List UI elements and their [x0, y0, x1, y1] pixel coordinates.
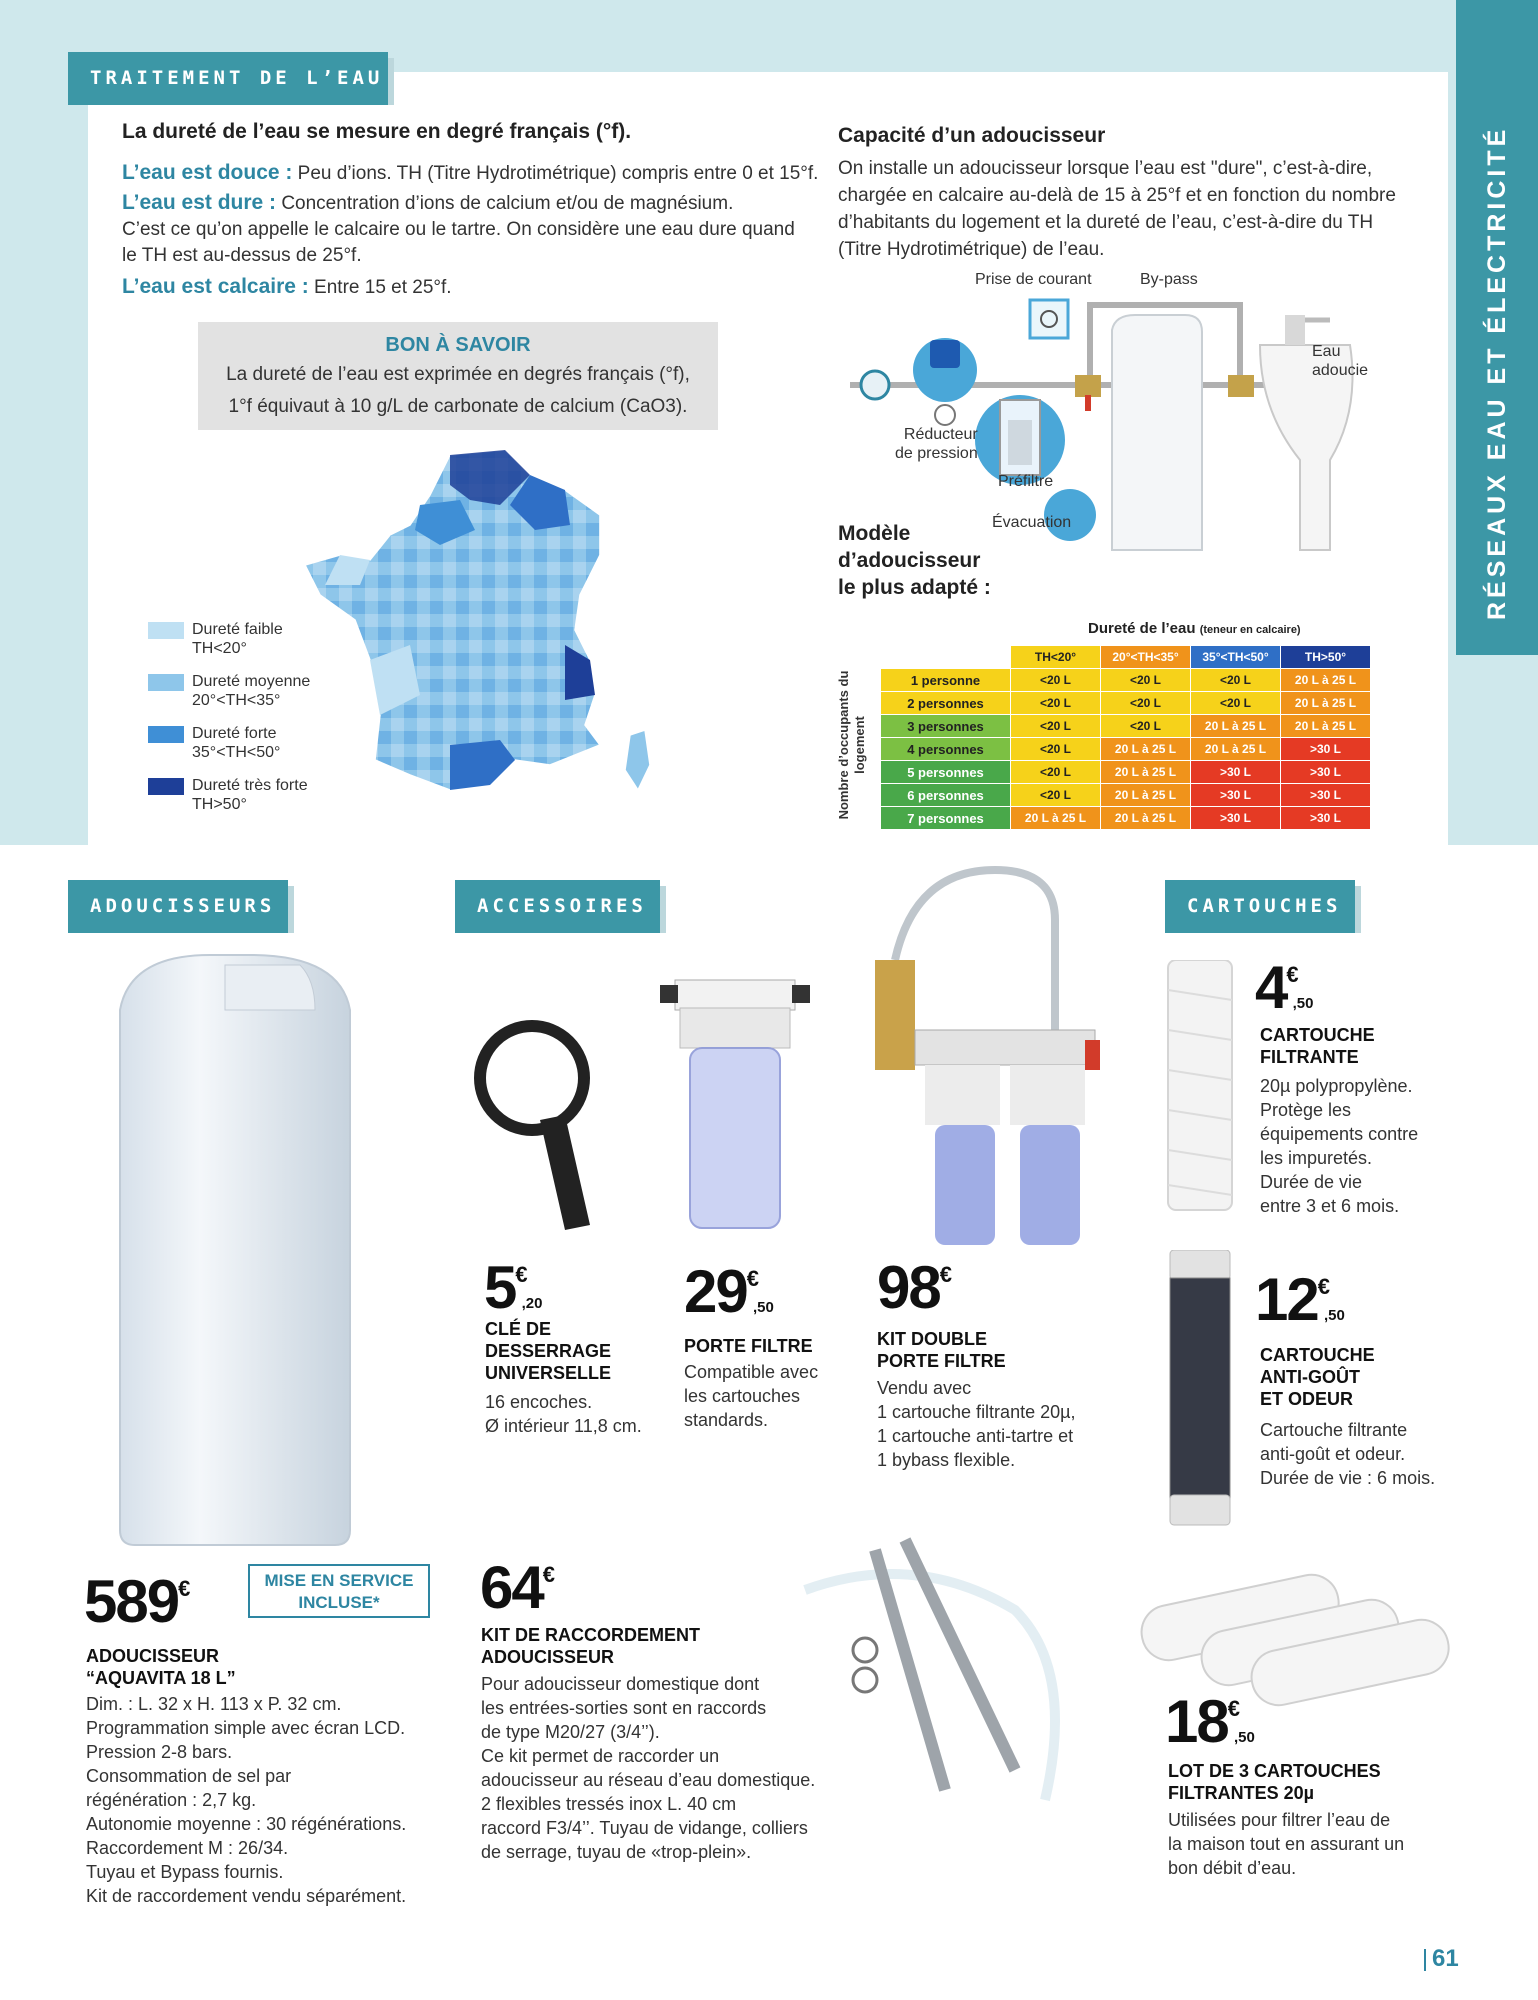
- occupant-cell: 1 personne: [881, 669, 1011, 692]
- legend-swatch: [148, 622, 184, 639]
- filter-cartridge-price-value: 4: [1255, 954, 1287, 1021]
- double-filter-kit-price-value: 98: [877, 1254, 940, 1321]
- capacite-line2: chargée en calcaire au-delà de 15 à 25°f et en fonction du nombre: [838, 185, 1396, 206]
- anti-taste-cartridge-image[interactable]: [1160, 1250, 1240, 1530]
- filter-housing-name: PORTE FILTRE: [684, 1336, 813, 1356]
- connection-kit-image[interactable]: [795, 1530, 1085, 1810]
- occupant-cell: 3 personnes: [881, 715, 1011, 738]
- occupant-cell: 4 personnes: [881, 738, 1011, 761]
- gauge-icon: [861, 371, 889, 399]
- table-header-row: [881, 646, 1371, 669]
- value-cell: <20 L: [1101, 692, 1191, 715]
- table-row: [881, 738, 1371, 761]
- filter-housing-price-cents: ,50: [753, 1299, 774, 1316]
- label-evacuation: Évacuation: [992, 514, 1072, 531]
- label-prefiltre: Préfiltre: [998, 473, 1054, 490]
- anti-taste-price-value: 12: [1255, 1266, 1318, 1333]
- table-row: [881, 692, 1371, 715]
- cartridge-pack-price-cents: ,50: [1234, 1729, 1255, 1746]
- anti-taste-desc: Cartouche filtrante anti-goût et odeur. Durée de vie : 6 mois.: [1260, 1420, 1436, 1488]
- double-filter-kit-desc: Vendu avec 1 cartouche filtrante 20µ, 1 cartouche anti-tartre et 1 bybass flexible.: [877, 1378, 1076, 1470]
- table-row: [881, 784, 1371, 807]
- douce-text: Peu d’ions. TH (Titre Hydrotimétrique) compris entre 0 et 15°f.: [292, 163, 819, 184]
- legend-label: Dureté très forte TH>50°: [192, 777, 308, 813]
- value-cell: 20 L à 25 L: [1191, 715, 1281, 738]
- softener-price-value: 589: [84, 1568, 179, 1635]
- cartridge-pack-price-value: 18: [1165, 1688, 1228, 1755]
- label-reducteur: Réducteur de pression: [895, 426, 978, 462]
- capacity-table: [880, 645, 1371, 830]
- anti-taste-price: [1255, 1266, 1351, 1333]
- euro-symbol: €: [515, 1262, 528, 1287]
- anti-taste-name: CARTOUCHE ANTI-GOÛT ET ODEUR: [1260, 1345, 1375, 1409]
- table-row: [881, 669, 1371, 692]
- legend-swatch: [148, 726, 184, 743]
- table-title-main: Dureté de l’eau: [1088, 620, 1196, 637]
- tag-adoucisseurs: ADOUCISSEURS: [68, 880, 288, 933]
- douce-label: L’eau est douce :: [122, 161, 293, 184]
- value-cell: >30 L: [1281, 807, 1371, 830]
- filter-housing-image[interactable]: [660, 960, 810, 1250]
- wrench-price-cents: ,20: [521, 1295, 543, 1312]
- bon-a-savoir-title: BON À SAVOIR: [385, 334, 531, 356]
- value-cell: >30 L: [1281, 784, 1371, 807]
- value-cell: <20 L: [1011, 669, 1101, 692]
- value-cell: 20 L à 25 L: [1101, 738, 1191, 761]
- dure-text-3: le TH est au-dessus de 25°f.: [122, 245, 362, 266]
- wrench-price: [484, 1254, 548, 1321]
- france-hardness-map: [300, 445, 670, 825]
- value-cell: 20 L à 25 L: [1281, 715, 1371, 738]
- filter-cartridge-name: CARTOUCHE FILTRANTE: [1260, 1025, 1375, 1067]
- table-header: 20°<TH<35°: [1101, 646, 1191, 669]
- euro-symbol: €: [1317, 1274, 1330, 1299]
- softener-price: [84, 1568, 191, 1635]
- label-eau-adoucie: Eau adoucie: [1312, 343, 1369, 379]
- value-cell: <20 L: [1101, 715, 1191, 738]
- bon-a-savoir-line2: 1°f équivaut à 10 g/L de carbonate de calcium (CaO3).: [228, 396, 688, 417]
- value-cell: 20 L à 25 L: [1101, 784, 1191, 807]
- euro-symbol: €: [939, 1262, 952, 1287]
- connection-kit-price-value: 64: [480, 1554, 543, 1621]
- legend-swatch: [148, 674, 184, 691]
- value-cell: >30 L: [1191, 807, 1281, 830]
- wrench-price-value: 5: [484, 1254, 516, 1321]
- connection-kit-desc: Pour adoucisseur domestique dont les entrées-sorties sont en raccords de type M20/27 (3/4’’). Ce kit permet de raccorder un adoucisseur au réseau d’eau domestique. 2 flexibles tressés inox L. 40 cm raccord F3/4’’. Tuyau de vidange, colliers de serrage, tuyau de «trop-plein».: [481, 1674, 816, 1862]
- wrench-name: CLÉ DE DESSERRAGE UNIVERSELLE: [485, 1319, 612, 1383]
- occupant-cell: 2 personnes: [881, 692, 1011, 715]
- table-header: TH<20°: [1011, 646, 1101, 669]
- bon-a-savoir-line1: La dureté de l’eau est exprimée en degrés français (°f),: [226, 364, 690, 385]
- side-title: RÉSEAUX EAU ET ÉLECTRICITÉ: [1483, 125, 1511, 620]
- value-cell: <20 L: [1011, 761, 1101, 784]
- clamp-icon: [853, 1668, 877, 1692]
- service-included-badge: MISE EN SERVICE INCLUSE*: [248, 1564, 430, 1618]
- dure-label: L’eau est dure :: [122, 191, 277, 214]
- euro-symbol: €: [746, 1266, 759, 1291]
- value-cell: <20 L: [1011, 784, 1101, 807]
- model-title: Modèle d’adoucisseur le plus adapté :: [838, 522, 991, 599]
- table-corner: [881, 646, 1011, 669]
- value-cell: >30 L: [1191, 761, 1281, 784]
- double-filter-kit-price: [877, 1254, 952, 1321]
- double-filter-kit-image[interactable]: [855, 860, 1110, 1255]
- value-cell: <20 L: [1101, 669, 1191, 692]
- filter-housing-price: [684, 1258, 780, 1325]
- filter-cartridge-image[interactable]: [1160, 960, 1240, 1215]
- softener-name: ADOUCISSEUR “AQUAVITA 18 L”: [86, 1646, 236, 1688]
- cartridge-pack-desc: Utilisées pour filtrer l’eau de la maison tout en assurant un bon débit d’eau.: [1168, 1810, 1405, 1878]
- wrench-desc: 16 encoches. Ø intérieur 11,8 cm.: [485, 1392, 642, 1436]
- filter-cartridge-price: [1255, 954, 1319, 1021]
- anti-taste-price-cents: ,50: [1324, 1307, 1345, 1324]
- cartridge-pack-name: LOT DE 3 CARTOUCHES FILTRANTES 20µ: [1168, 1761, 1381, 1803]
- euro-symbol: €: [542, 1562, 555, 1587]
- occupants-label: Nombre d’occupants du logement: [836, 670, 867, 820]
- calcaire-label: L’eau est calcaire :: [122, 275, 309, 298]
- dure-text: Concentration d’ions de calcium et/ou de magnésium.: [276, 193, 734, 214]
- value-cell: <20 L: [1011, 692, 1101, 715]
- value-cell: 20 L à 25 L: [1011, 807, 1101, 830]
- filter-housing-price-value: 29: [684, 1258, 747, 1325]
- connection-kit-price: [480, 1554, 555, 1621]
- table-header: TH>50°: [1281, 646, 1371, 669]
- value-cell: >30 L: [1191, 784, 1281, 807]
- value-cell: 20 L à 25 L: [1281, 692, 1371, 715]
- tag-accessoires: ACCESSOIRES: [455, 880, 660, 933]
- douce-line: [122, 160, 818, 187]
- table-row: [881, 761, 1371, 784]
- capacite-title: Capacité d’un adoucisseur: [838, 124, 1106, 147]
- capacite-line3: d’habitants du logement et la dureté de l’eau, c’est-à-dire du TH: [838, 212, 1374, 233]
- dure-text-2: C’est ce qu’on appelle le calcaire ou le tartre. On considère une eau dure quand: [122, 219, 795, 240]
- dure-line: [122, 190, 733, 217]
- legend-label: Dureté moyenne 20°<TH<35°: [192, 673, 311, 709]
- bon-a-savoir-box: [198, 322, 718, 430]
- clamp-icon: [853, 1638, 877, 1662]
- value-cell: 20 L à 25 L: [1191, 738, 1281, 761]
- value-cell: 20 L à 25 L: [1281, 669, 1371, 692]
- softener-image[interactable]: [100, 950, 360, 1550]
- table-header: 35°<TH<50°: [1191, 646, 1281, 669]
- intro-title: La dureté de l’eau se mesure en degré français (°f).: [122, 120, 632, 143]
- legend-swatch: [148, 778, 184, 795]
- label-bypass: By-pass: [1140, 271, 1198, 288]
- occupant-cell: 5 personnes: [881, 761, 1011, 784]
- cartridge-pack-price: [1165, 1688, 1261, 1755]
- value-cell: >30 L: [1281, 761, 1371, 784]
- filter-housing-desc: Compatible avec les cartouches standards.: [684, 1362, 819, 1430]
- value-cell: 20 L à 25 L: [1101, 807, 1191, 830]
- legend-label: Dureté forte 35°<TH<50°: [192, 725, 281, 761]
- value-cell: >30 L: [1281, 738, 1371, 761]
- euro-symbol: €: [1286, 962, 1299, 987]
- softener-desc: Dim. : L. 32 x H. 113 x P. 32 cm. Programmation simple avec écran LCD. Pression 2-8 bars. Consommation de sel par régénération : 2,7 kg. Autonomie moyenne : 30 régénérations. Raccordement M : 26/34. Tuyau et Bypass fournis. Kit de raccordement vendu séparément.: [86, 1694, 407, 1906]
- occupant-cell: 6 personnes: [881, 784, 1011, 807]
- double-filter-kit-name: KIT DOUBLE PORTE FILTRE: [877, 1329, 1006, 1371]
- page-number: 61: [1432, 1945, 1459, 1972]
- filter-cartridge-price-cents: ,50: [1292, 995, 1314, 1012]
- value-cell: <20 L: [1191, 692, 1281, 715]
- value-cell: 20 L à 25 L: [1101, 761, 1191, 784]
- section-tag-traitement: TRAITEMENT DE L’EAU: [68, 52, 388, 105]
- calcaire-text: Entre 15 et 25°f.: [308, 277, 452, 298]
- table-title: [1088, 620, 1301, 637]
- table-title-small: (teneur en calcaire): [1199, 624, 1301, 636]
- euro-symbol: €: [1227, 1696, 1240, 1721]
- legend-label: Dureté faible TH<20°: [192, 621, 283, 657]
- value-cell: <20 L: [1011, 715, 1101, 738]
- table-row: [881, 715, 1371, 738]
- table-row: [881, 807, 1371, 830]
- capacite-line4: (Titre Hydrotimétrique) de l’eau.: [838, 239, 1105, 260]
- euro-symbol: €: [178, 1576, 191, 1601]
- value-cell: <20 L: [1191, 669, 1281, 692]
- filter-cartridge-desc: 20µ polypropylène. Protège les équipements contre les impuretés. Durée de vie entre 3 et 6 mois.: [1260, 1076, 1419, 1216]
- capacite-line1: On installe un adoucisseur lorsque l’eau est "dure", c’est-à-dire,: [838, 158, 1373, 179]
- wrench-image[interactable]: [470, 1020, 610, 1240]
- tag-cartouches: CARTOUCHES: [1165, 880, 1355, 933]
- occupant-cell: 7 personnes: [881, 807, 1011, 830]
- value-cell: <20 L: [1011, 738, 1101, 761]
- label-prise: Prise de courant: [975, 271, 1092, 288]
- calcaire-line: [122, 274, 452, 301]
- connection-kit-name: KIT DE RACCORDEMENT ADOUCISSEUR: [481, 1625, 700, 1667]
